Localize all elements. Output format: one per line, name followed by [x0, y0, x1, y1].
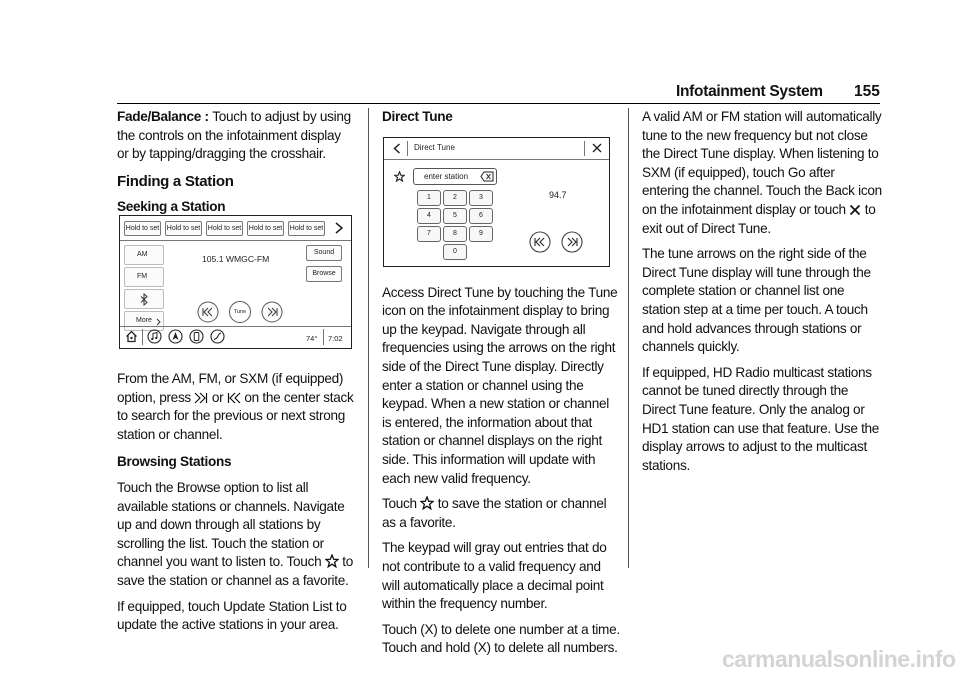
fade-text: Touch to adjust by using the controls on the infotainment display or by tapping/dragging the crosshair.	[117, 109, 351, 162]
finding-heading: Finding a Station	[117, 172, 234, 190]
column-3	[642, 108, 882, 482]
watermark: carmanualsonline.info	[722, 646, 956, 672]
source-fm[interactable]: FM	[124, 267, 164, 287]
column-separator-1	[368, 108, 369, 568]
key-6[interactable]: 6	[469, 208, 493, 224]
seek-forward-icon	[194, 392, 208, 404]
preset-2[interactable]: Hold to set	[165, 221, 202, 236]
fade-paragraph	[117, 108, 355, 164]
star-icon	[420, 496, 434, 510]
source-am[interactable]: AM	[124, 245, 164, 265]
seek-back-button[interactable]	[197, 301, 219, 323]
delete-paragraph: Touch (X) to delete one number at a time. Touch and hold (X) to delete all numbers.	[382, 621, 620, 656]
source-bluetooth[interactable]	[124, 289, 164, 309]
sound-button[interactable]: Sound	[306, 245, 342, 261]
navigation-icon[interactable]	[168, 329, 183, 344]
browse-button[interactable]: Browse	[306, 266, 342, 282]
seek-paragraph	[117, 370, 355, 444]
access-paragraph: Access Direct Tune by touching the Tune icon on the infotainment display to bring up the keypad. Navigate through all frequencies using the arrows on the right side of the Direct Tune display. Directly enter a station or channel using the keypad. When a new station or channel is entered, the information about that station or channel displays on the right side. This information will update with each new valid frequency.	[382, 284, 618, 486]
browse-paragraph	[117, 479, 355, 591]
direct-tune-heading: Direct Tune	[382, 109, 453, 124]
tune-arrows-paragraph: The tune arrows on the right side of the Direct Tune display will tune through the complete station or channel list one station step at a time per touch. A touch and hold advances through stations or channels quickly.	[642, 246, 871, 355]
key-3[interactable]: 3	[469, 190, 493, 206]
station-entry-placeholder: enter station	[424, 172, 469, 181]
keypad-paragraph: The keypad will gray out entries that do not contribute to a valid frequency and will automatically place a decimal point within the frequency number.	[382, 540, 607, 612]
preset-1[interactable]: Hold to set	[124, 221, 161, 236]
seek-text-2: on the center stack to search for the previous or next strong station or channel.	[117, 389, 354, 442]
temp-divider	[323, 329, 324, 345]
direct-tune-title: Direct Tune	[414, 143, 455, 152]
direct-tune-screen-illustration	[383, 137, 610, 267]
dock-divider	[142, 329, 143, 345]
fade-term: Fade/Balance :	[117, 109, 213, 124]
temperature: 74°	[306, 334, 318, 343]
browse-text-1: Touch the Browse option to list all available stations or channels. Navigate up and down through all stations by scrolling the list. Touch the station or channel you want to listen to. Touch	[117, 479, 345, 570]
frequency-display: 94.7	[549, 190, 567, 200]
tune-down-button[interactable]	[529, 231, 551, 253]
close-icon	[849, 204, 861, 216]
tune-label: Tune	[233, 309, 247, 315]
browse-text-2: to save the station or channel as a favorite.	[117, 554, 354, 588]
source-more[interactable]	[124, 311, 164, 331]
valid-text-1: A valid AM or FM station will automatically tune to the new frequency but not close the Direct Tune display. When listening to SXM (if equipped), touch Go after entering the channel. Touch the Back icon on the infotainment display or touch	[642, 109, 882, 217]
seek-or: or	[211, 389, 224, 405]
column-separator-2	[628, 108, 629, 568]
seek-forward-button[interactable]	[261, 301, 283, 323]
key-1[interactable]: 1	[417, 190, 441, 206]
back-arrow-icon[interactable]	[393, 143, 401, 154]
key-0[interactable]: 0	[443, 244, 467, 260]
seek-text-1: From the AM, FM, or SXM (if equipped) option, press	[117, 370, 344, 405]
favorite-star-icon[interactable]	[394, 171, 405, 182]
key-8[interactable]: 8	[443, 226, 467, 242]
radio-screen-illustration	[119, 215, 352, 349]
chevron-right-small-icon	[156, 318, 161, 326]
section-title: Infotainment System	[676, 83, 823, 100]
audio-icon[interactable]	[147, 329, 162, 344]
column-1	[117, 108, 355, 642]
touch-text-2: to save the station or channel as a favorite.	[382, 496, 607, 530]
header-rule	[117, 103, 880, 104]
title-divider-right	[584, 141, 585, 156]
backspace-icon[interactable]	[480, 171, 494, 182]
station-name: 105.1 WMGC-FM	[202, 254, 270, 264]
browsing-heading: Browsing Stations	[117, 454, 232, 470]
phone-icon[interactable]	[189, 329, 204, 344]
home-icon[interactable]	[125, 330, 138, 343]
source-more-label: More	[136, 317, 152, 324]
touch-favorite-paragraph	[382, 495, 620, 532]
valid-text-2: to exit out of Direct Tune.	[642, 201, 876, 236]
valid-station-paragraph	[642, 108, 882, 238]
onstar-icon[interactable]	[210, 329, 225, 344]
page-number: 155	[854, 83, 880, 100]
bluetooth-icon	[140, 293, 148, 306]
preset-4[interactable]: Hold to set	[247, 221, 284, 236]
key-5[interactable]: 5	[443, 208, 467, 224]
seek-back-icon	[227, 392, 241, 404]
key-2[interactable]: 2	[443, 190, 467, 206]
preset-5[interactable]: Hold to set	[288, 221, 325, 236]
star-icon	[325, 554, 339, 568]
tune-up-button[interactable]	[561, 231, 583, 253]
bottom-divider	[120, 326, 351, 327]
update-paragraph: If equipped, touch Update Station List to update the active stations in your area.	[117, 598, 347, 633]
station-entry-field[interactable]	[413, 168, 497, 185]
chevron-right-icon[interactable]	[334, 222, 344, 234]
title-divider-left	[407, 141, 408, 156]
touch-text-1: Touch	[382, 496, 417, 512]
tune-button[interactable]	[229, 301, 251, 323]
key-4[interactable]: 4	[417, 208, 441, 224]
key-9[interactable]: 9	[469, 226, 493, 242]
close-icon[interactable]	[592, 143, 602, 153]
seeking-heading: Seeking a Station	[117, 199, 226, 215]
preset-divider	[120, 240, 351, 241]
preset-3[interactable]: Hold to set	[206, 221, 243, 236]
header-divider	[384, 159, 609, 160]
clock: 7:02	[328, 334, 343, 343]
hd-radio-paragraph: If equipped, HD Radio multicast stations cannot be tuned directly through the Direct Tune feature. Only the analog or HD1 station can use that feature. Use the display arrows to adjust to the multicast stations.	[642, 364, 880, 473]
key-7[interactable]: 7	[417, 226, 441, 242]
